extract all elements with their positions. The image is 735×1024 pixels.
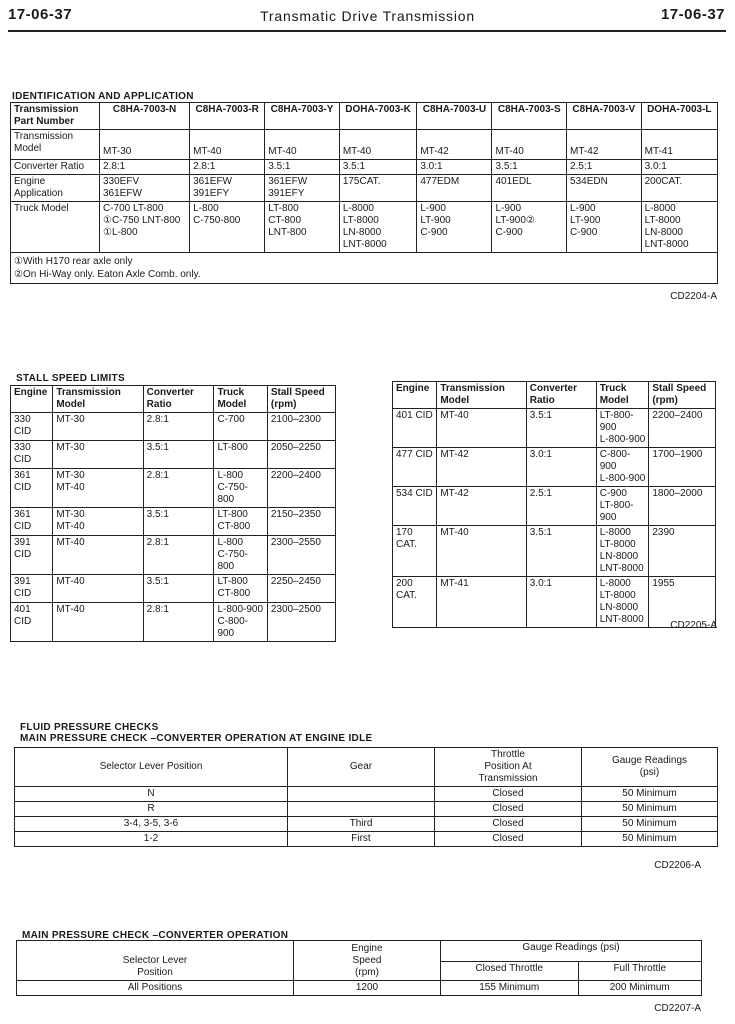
table-cell: 50 Minimum: [582, 832, 718, 847]
table-cell: C-800-900 L-800-900: [596, 448, 649, 487]
table-cell: 3.5:1: [265, 160, 340, 175]
table-cell: 170 CAT.: [393, 526, 437, 577]
column-header: Selector Lever Position: [17, 941, 294, 981]
table-cell: 1700–1900: [649, 448, 716, 487]
table-cell: MT-42: [437, 448, 526, 487]
table-cell: MT-40: [190, 130, 265, 160]
part-number-header: C8HA-7003-U: [417, 103, 492, 130]
table-row: [11, 202, 718, 253]
column-header: Gear: [288, 748, 435, 787]
table-cell: MT-42: [437, 487, 526, 526]
table-cell: 477EDM: [417, 175, 492, 202]
table-cell: [288, 802, 435, 817]
table-cell: MT-40: [53, 536, 143, 575]
table-cell: L-8000 LT-8000 LN-8000 LNT-8000: [641, 202, 717, 253]
fluid-header-row: [15, 748, 718, 787]
table-cell: Third: [288, 817, 435, 832]
column-header: Engine Speed (rpm): [294, 941, 441, 981]
table-cell: MT-30 MT-40: [53, 508, 143, 536]
table-cell: MT-41: [437, 577, 526, 628]
table-row: [15, 787, 718, 802]
main-pressure-idle-title: MAIN PRESSURE CHECK –CONVERTER OPERATION AT ENGINE IDLE: [20, 733, 373, 744]
table-cell: Closed: [435, 817, 582, 832]
table-cell: 361EFW 391EFY: [265, 175, 340, 202]
main-header-row: [17, 941, 702, 962]
table-cell: C-700: [214, 413, 267, 441]
table-cell: MT-40: [492, 130, 567, 160]
table-cell: MT-40: [265, 130, 340, 160]
table-row: [393, 448, 716, 487]
table-cell: 155 Minimum: [441, 981, 579, 996]
table-cell: L-900 LT-900 C-900: [567, 202, 642, 253]
table-cell: 2150–2350: [267, 508, 335, 536]
column-header: Stall Speed (rpm): [649, 382, 716, 409]
table-cell: 1955: [649, 577, 716, 628]
row-label: Engine Application: [11, 175, 100, 202]
table-cell: 3-4, 3-5, 3-6: [15, 817, 288, 832]
table-cell: L-8000 LT-8000 LN-8000 LNT-8000: [596, 526, 649, 577]
table-cell: 2200–2400: [649, 409, 716, 448]
table-cell: 3.5:1: [339, 160, 417, 175]
table-cell: MT-30: [100, 130, 190, 160]
table-row: [393, 409, 716, 448]
table-cell: 477 CID: [393, 448, 437, 487]
table-row: [15, 802, 718, 817]
table-cell: MT-42: [417, 130, 492, 160]
header-rule: [8, 30, 726, 32]
table-cell: 330 CID: [11, 441, 53, 469]
table-cell: MT-40: [437, 409, 526, 448]
table-cell: 2.5:1: [526, 487, 596, 526]
figure-code: CD2206-A: [654, 860, 701, 871]
table-cell: 3.0:1: [417, 160, 492, 175]
row-label: Transmission Model: [11, 130, 100, 160]
column-header: Closed Throttle: [441, 962, 579, 981]
table-cell: MT-30 MT-40: [53, 469, 143, 508]
table-cell: N: [15, 787, 288, 802]
table-cell: 2200–2400: [267, 469, 335, 508]
table-cell: 391 CID: [11, 575, 53, 603]
identification-title: IDENTIFICATION AND APPLICATION: [12, 91, 194, 102]
table-cell: 2.8:1: [190, 160, 265, 175]
table-cell: 3.5:1: [526, 409, 596, 448]
footnote-row: [11, 253, 718, 284]
table-cell: 3.0:1: [641, 160, 717, 175]
table-cell: 3.0:1: [526, 448, 596, 487]
table-cell: 401 CID: [393, 409, 437, 448]
table-row: [393, 487, 716, 526]
table-cell: 401 CID: [11, 603, 53, 642]
table-cell: MT-40: [53, 603, 143, 642]
table-cell: First: [288, 832, 435, 847]
table-cell: 2050–2250: [267, 441, 335, 469]
stall-title: STALL SPEED LIMITS: [16, 373, 125, 384]
identification-header-row: [11, 103, 718, 130]
column-header: Gauge Readings (psi): [582, 748, 718, 787]
table-cell: 2300–2550: [267, 536, 335, 575]
table-cell: Closed: [435, 802, 582, 817]
table-cell: MT-40: [53, 575, 143, 603]
table-cell: MT-30: [53, 413, 143, 441]
column-header: Engine: [393, 382, 437, 409]
table-cell: 3.5:1: [526, 526, 596, 577]
row-label: Converter Ratio: [11, 160, 100, 175]
table-row: [11, 575, 336, 603]
part-number-header: C8HA-7003-Y: [265, 103, 340, 130]
table-cell: 2100–2300: [267, 413, 335, 441]
table-cell: 391 CID: [11, 536, 53, 575]
column-header: Engine: [11, 386, 53, 413]
figure-code: CD2204-A: [670, 291, 717, 302]
table-cell: MT-40: [437, 526, 526, 577]
table-row: [11, 413, 336, 441]
table-cell: L-800-900 C-800-900: [214, 603, 267, 642]
table-cell: Closed: [435, 832, 582, 847]
main-pressure-title: MAIN PRESSURE CHECK –CONVERTER OPERATION: [22, 930, 289, 941]
table-cell: 2.8:1: [143, 536, 214, 575]
column-header: Stall Speed (rpm): [267, 386, 335, 413]
table-cell: 175CAT.: [339, 175, 417, 202]
stall-header-row: [393, 382, 716, 409]
part-number-header: C8HA-7003-R: [190, 103, 265, 130]
column-header: Gauge Readings (psi): [441, 941, 702, 962]
table-cell: 401EDL: [492, 175, 567, 202]
table-row: [11, 441, 336, 469]
table-cell: L-8000 LT-8000 LN-8000 LNT-8000: [339, 202, 417, 253]
table-cell: LT-800-900 L-800-900: [596, 409, 649, 448]
table-cell: LT-800: [214, 441, 267, 469]
table-cell: 2.5:1: [567, 160, 642, 175]
table-cell: 2250–2450: [267, 575, 335, 603]
table-row: [393, 577, 716, 628]
table-cell: 50 Minimum: [582, 787, 718, 802]
table-cell: 200 CAT.: [393, 577, 437, 628]
table-cell: 3.0:1: [526, 577, 596, 628]
table-cell: 50 Minimum: [582, 802, 718, 817]
table-cell: LT-800 CT-800: [214, 575, 267, 603]
table-row: [11, 469, 336, 508]
column-header: Throttle Position At Transmission: [435, 748, 582, 787]
table-cell: Closed: [435, 787, 582, 802]
table-cell: R: [15, 802, 288, 817]
table-cell: L-800 C-750-800: [214, 469, 267, 508]
table-row: [11, 603, 336, 642]
table-cell: MT-42: [567, 130, 642, 160]
table-cell: 50 Minimum: [582, 817, 718, 832]
table-cell: 3.5:1: [143, 441, 214, 469]
table-cell: [288, 787, 435, 802]
table-cell: L-900 LT-900 C-900: [417, 202, 492, 253]
table-row: [11, 175, 718, 202]
part-number-header: C8HA-7003-S: [492, 103, 567, 130]
column-header: Transmission Model: [53, 386, 143, 413]
table-cell: MT-30: [53, 441, 143, 469]
table-cell: LT-800 CT-800 LNT-800: [265, 202, 340, 253]
stall-header-row: [11, 386, 336, 413]
table-cell: 3.5:1: [492, 160, 567, 175]
main-pressure-table: [16, 940, 702, 996]
column-header: Transmission Model: [437, 382, 526, 409]
table-cell: 200CAT.: [641, 175, 717, 202]
part-number-header: C8HA-7003-V: [567, 103, 642, 130]
table-cell: 330EFV 361EFW: [100, 175, 190, 202]
table-row: [17, 981, 702, 996]
table-cell: 3.5:1: [143, 508, 214, 536]
table-cell: 361EFW 391EFY: [190, 175, 265, 202]
table-cell: 1-2: [15, 832, 288, 847]
column-header: Converter Ratio: [143, 386, 214, 413]
table-row: [15, 832, 718, 847]
page-number-right: 17-06-37: [660, 6, 725, 23]
table-cell: 2390: [649, 526, 716, 577]
table-cell: 2300–2500: [267, 603, 335, 642]
table-cell: 330 CID: [11, 413, 53, 441]
table-row: [15, 817, 718, 832]
part-number-header: DOHA-7003-L: [641, 103, 717, 130]
column-header: Selector Lever Position: [15, 748, 288, 787]
column-header: Truck Model: [214, 386, 267, 413]
table-cell: 2.8:1: [100, 160, 190, 175]
table-cell: 534 CID: [393, 487, 437, 526]
table-cell: 534EDN: [567, 175, 642, 202]
table-cell: 2.8:1: [143, 413, 214, 441]
table-row: [11, 536, 336, 575]
table-cell: MT-40: [339, 130, 417, 160]
table-cell: 1200: [294, 981, 441, 996]
table-cell: 361 CID: [11, 508, 53, 536]
table-cell: L-800 C-750-800: [214, 536, 267, 575]
table-cell: 361 CID: [11, 469, 53, 508]
table-cell: All Positions: [17, 981, 294, 996]
table-cell: LT-800 CT-800: [214, 508, 267, 536]
table-cell: L-8000 LT-8000 LN-8000 LNT-8000: [596, 577, 649, 628]
fluid-title: FLUID PRESSURE CHECKS: [20, 722, 159, 733]
table-row: [11, 130, 718, 160]
table-cell: 3.5:1: [143, 575, 214, 603]
table-row: [11, 508, 336, 536]
table-row: [393, 526, 716, 577]
table-cell: MT-41: [641, 130, 717, 160]
column-header: Converter Ratio: [526, 382, 596, 409]
table-cell: C-700 LT-800 ①C-750 LNT-800 ①L-800: [100, 202, 190, 253]
table-cell: 200 Minimum: [578, 981, 702, 996]
page-number-left: 17-06-37: [8, 6, 73, 23]
corner-label: Transmission Part Number: [11, 103, 100, 130]
row-label: Truck Model: [11, 202, 100, 253]
page-title: Transmatic Drive Transmission: [260, 8, 475, 24]
footnote: ①With H170 rear axle only: [14, 256, 133, 267]
part-number-header: DOHA-7003-K: [339, 103, 417, 130]
figure-code: CD2205-A: [670, 620, 717, 631]
stall-table-left: [10, 385, 336, 642]
column-header: Truck Model: [596, 382, 649, 409]
fluid-pressure-table: [14, 747, 718, 847]
stall-table-right: [392, 381, 716, 628]
identification-table: [10, 102, 718, 284]
table-row: [11, 160, 718, 175]
table-cell: C-900 LT-800-900: [596, 487, 649, 526]
table-cell: 2.8:1: [143, 469, 214, 508]
table-cell: 2.8:1: [143, 603, 214, 642]
table-cell: L-800 C-750-800: [190, 202, 265, 253]
part-number-header: C8HA-7003-N: [100, 103, 190, 130]
figure-code: CD2207-A: [654, 1003, 701, 1014]
table-cell: 1800–2000: [649, 487, 716, 526]
table-cell: L-900 LT-900② C-900: [492, 202, 567, 253]
footnote: ②On Hi-Way only. Eaton Axle Comb. only.: [14, 269, 201, 280]
column-header: Full Throttle: [578, 962, 702, 981]
